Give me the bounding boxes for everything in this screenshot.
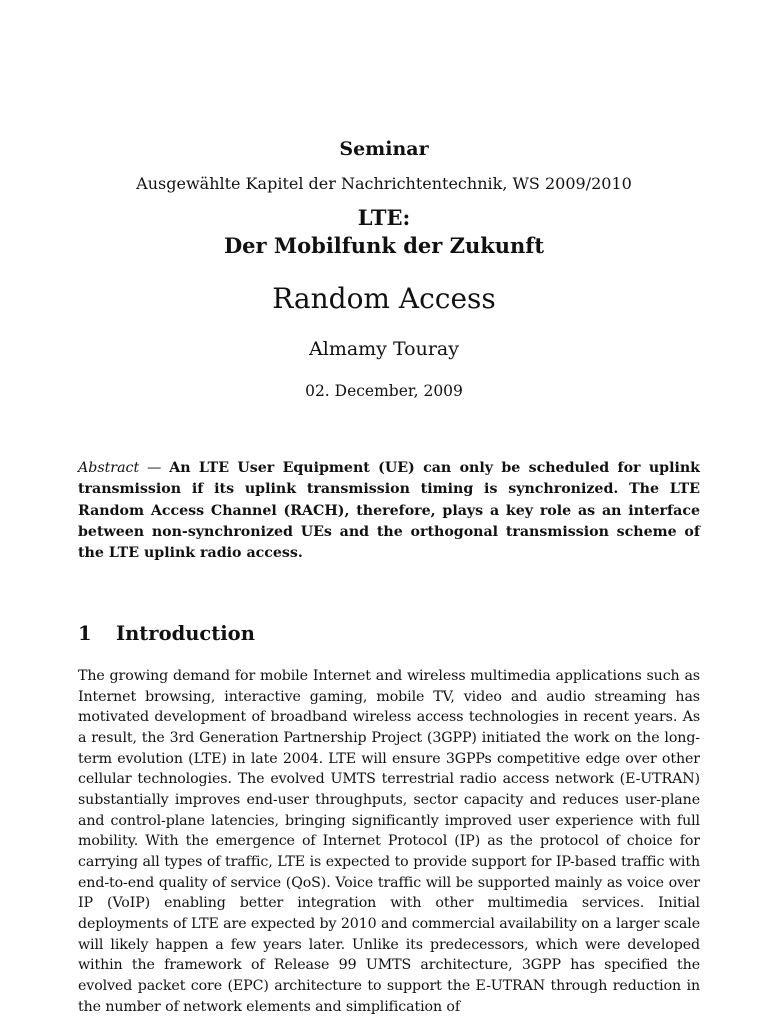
intro-paragraph: The growing demand for mobile Internet and wireless multimedia applications such as Internet browsing, interactive gaming, mobile TV, video and audio streaming has motivated development of broadband wireless access technologies in recent years. As a result, the 3rd Generation Partnership Project (3GPP) initiated the work on the long-term evolution (LTE) in late 2004. LTE will ensure 3GPPs competitive edge over other cellular technologies. The evolved UMTS terrestrial radio access network (E-UTRAN) substantially improves end-user throughputs, sector capacity and reduces user-plane and control-plane latencies, bringing significantly improved user experience with full mobility. With the emergence of Internet Protocol (IP) as the protocol of choice for carrying all types of traffic, LTE is expected to provide support for IP-based traffic with end-to-end quality of service (QoS). Voice traffic will be supported mainly as voice over IP (VoIP) enabling better integration with other multimedia services. Initial deployments of LTE are expected by 2010 and commercial availability on a larger scale will likely happen a few years later. Unlike its predecessors, which were developed within the framework of Release 99 UMTS architecture, 3GPP has specified the evolved packet core (EPC) architecture to support the E-UTRAN through reduction in the number of network elements and simplification of (78, 668, 700, 1015)
abstract-text: An LTE User Equipment (UE) can only be scheduled for uplink transmission if its uplink transmission timing is synchronized. The LTE Random Access Channel (RACH), therefore, plays a key role as an interface between non-synchronized UEs and the orthogonal transmission scheme of the LTE uplink radio access. (78, 460, 700, 562)
course-name: Ausgewählte Kapitel der Nachrichtentechnik, WS 2009/2010 (136, 174, 632, 193)
seminar-heading: Seminar (339, 138, 429, 160)
section-heading (78, 622, 255, 645)
paper-date: 02. December, 2009 (305, 382, 463, 400)
topic-subtitle-line-2: Der Mobilfunk der Zukunft (223, 233, 545, 258)
section-number: 1 (78, 622, 92, 645)
topic-subtitle (0, 204, 768, 260)
abstract-block (78, 458, 700, 564)
abstract-dash: — (139, 460, 170, 476)
section-title: Introduction (116, 622, 255, 645)
author-name: Almamy Touray (309, 338, 459, 360)
abstract-label: Abstract (78, 460, 140, 476)
paper-title: Random Access (272, 282, 496, 315)
topic-subtitle-line-1: LTE: (357, 205, 411, 230)
